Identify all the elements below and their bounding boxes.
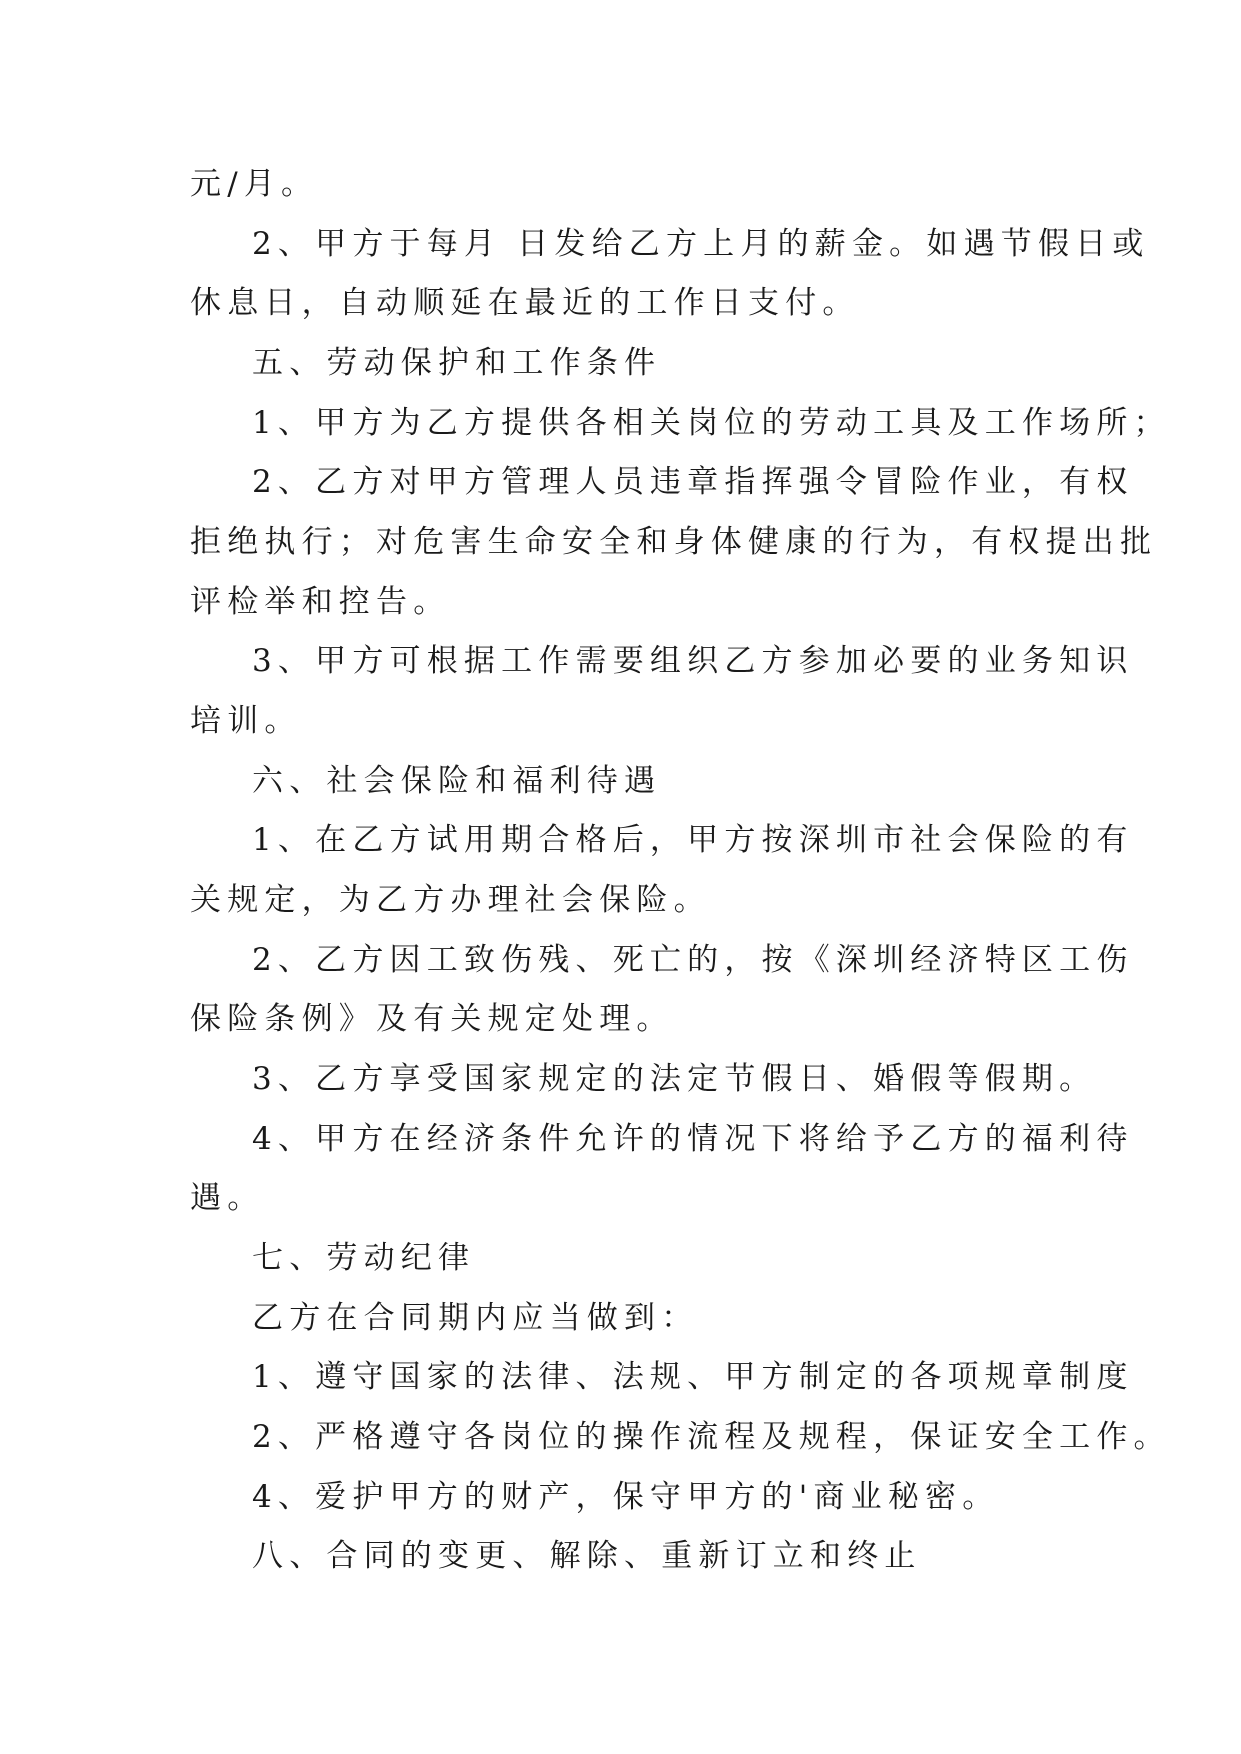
paragraph-line: 拒绝执行；对危害生命安全和身体健康的行为，有权提出批: [190, 524, 1158, 560]
paragraph-line: 元/月。: [190, 166, 319, 202]
paragraph-line: 4、甲方在经济条件允许的情况下将给予乙方的福利待: [252, 1121, 1134, 1157]
section-heading: 五、劳动保护和工作条件: [252, 345, 662, 381]
paragraph-line: 2、严格遵守各岗位的操作流程及规程，保证安全工作。: [252, 1419, 1171, 1455]
paragraph-line: 3、甲方可根据工作需要组织乙方参加必要的业务知识: [252, 643, 1134, 679]
section-heading: 七、劳动纪律: [252, 1240, 476, 1276]
paragraph-line: 保险条例》及有关规定处理。: [190, 1001, 674, 1037]
paragraph-line: 乙方在合同期内应当做到：: [252, 1300, 699, 1336]
paragraph-line: 休息日，自动顺延在最近的工作日支付。: [190, 285, 860, 321]
paragraph-line: 2、甲方于每月 日发给乙方上月的薪金。如遇节假日或: [252, 226, 1150, 262]
paragraph-line: 4、爱护甲方的财产，保守甲方的'商业秘密。: [252, 1479, 1000, 1515]
paragraph-line: 2、乙方因工致伤残、死亡的，按《深圳经济特区工伤: [252, 942, 1134, 978]
paragraph-line: 1、在乙方试用期合格后，甲方按深圳市社会保险的有: [252, 822, 1134, 858]
paragraph-line: 1、甲方为乙方提供各相关岗位的劳动工具及工作场所；: [252, 405, 1171, 441]
paragraph-line: 3、乙方享受国家规定的法定节假日、婚假等假期。: [252, 1061, 1097, 1097]
paragraph-line: 2、乙方对甲方管理人员违章指挥强令冒险作业，有权: [252, 464, 1134, 500]
paragraph-line: 评检举和控告。: [190, 584, 451, 620]
paragraph-line: 1、遵守国家的法律、法规、甲方制定的各项规章制度: [252, 1359, 1134, 1395]
section-heading: 八、合同的变更、解除、重新订立和终止: [252, 1538, 922, 1574]
section-heading: 六、社会保险和福利待遇: [252, 763, 662, 799]
paragraph-line: 培训。: [190, 703, 302, 739]
paragraph-line: 遇。: [190, 1180, 265, 1216]
paragraph-line: 关规定，为乙方办理社会保险。: [190, 882, 711, 918]
